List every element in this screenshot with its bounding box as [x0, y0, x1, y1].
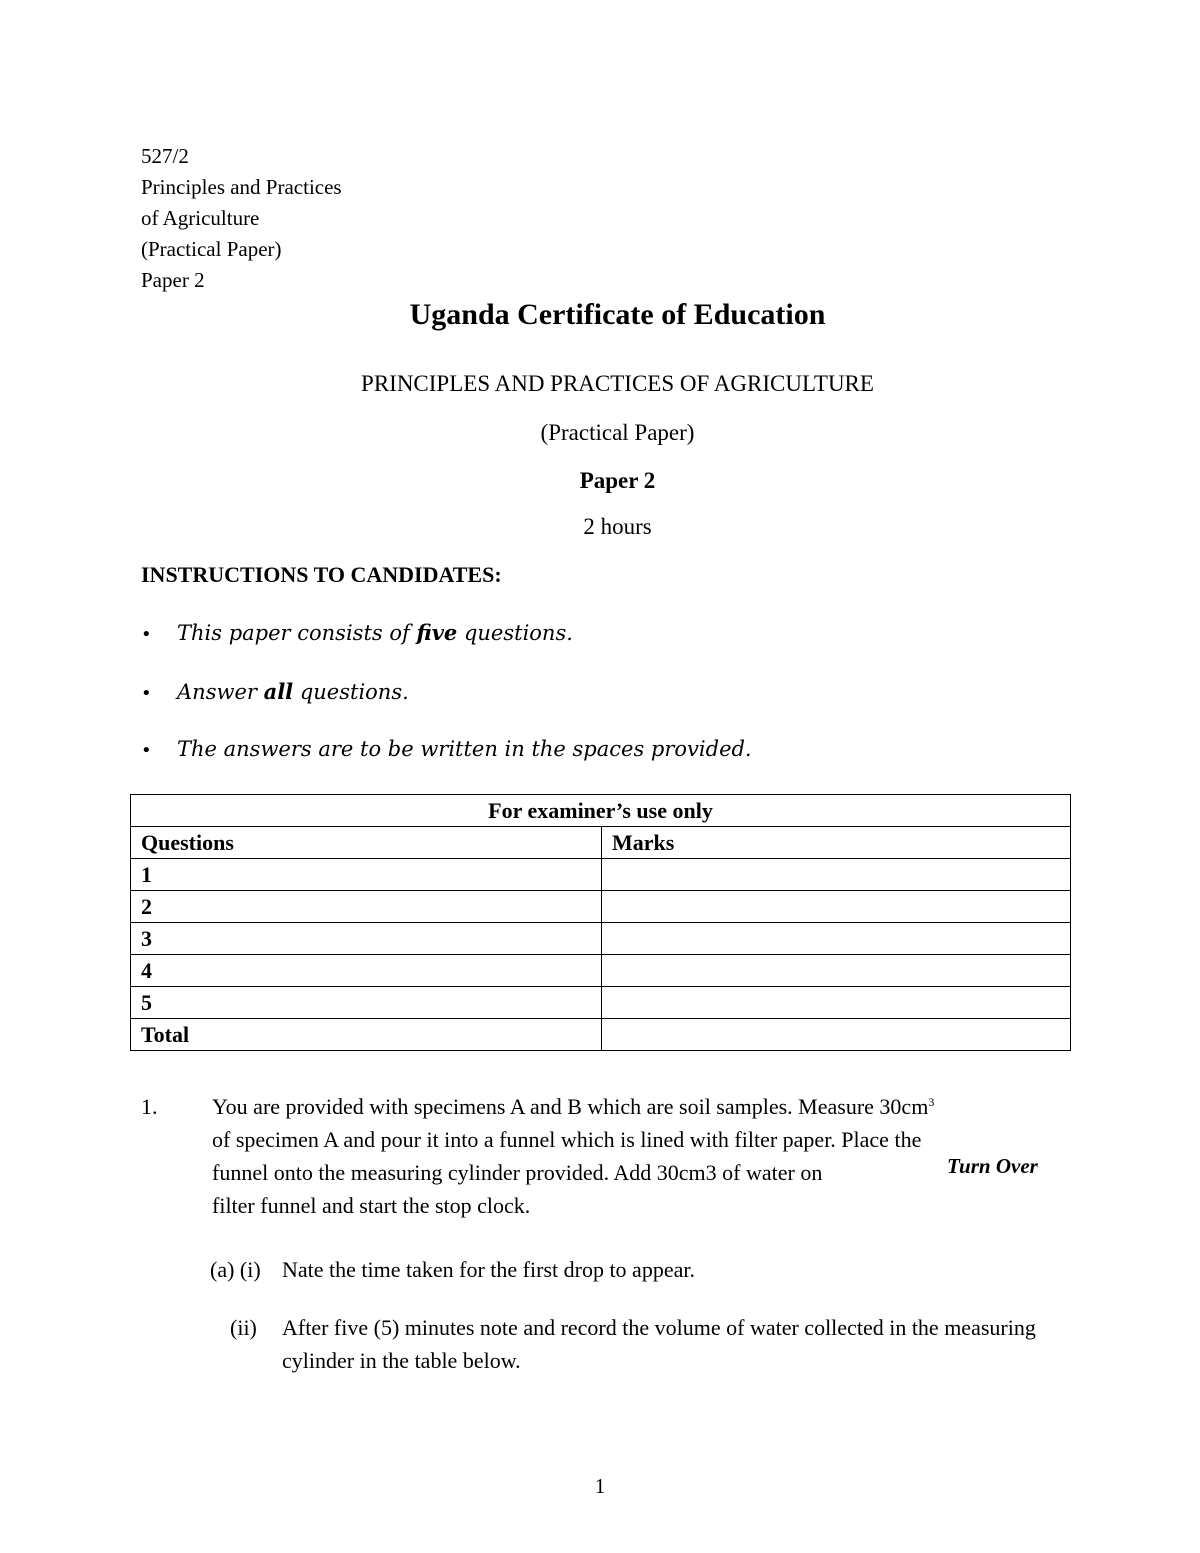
page-number: 1 — [594, 1474, 606, 1498]
examiner-table — [130, 794, 1071, 1051]
subject-title: PRINCIPLES AND PRACTICES OF AGRICULTURE — [361, 371, 874, 396]
marks-cell[interactable] — [602, 987, 1071, 1019]
subquestion-text: After five (5) minutes note and record the volume of water collected in the measuring cylinder in the table below. — [282, 1315, 1036, 1373]
page-title: Uganda Certificate of Education — [409, 298, 826, 331]
subquestion-label: (a) (i) — [210, 1257, 261, 1282]
bullet-icon: • — [141, 740, 152, 761]
paper-number: Paper 2 — [579, 468, 656, 493]
question-cell: 2 — [131, 891, 602, 923]
subquestion-text: Nate the time taken for the first drop to appear. — [282, 1257, 695, 1282]
header-paper: Paper 2 — [141, 268, 205, 292]
instructions-heading: INSTRUCTIONS TO CANDIDATES: — [141, 562, 502, 587]
question-line: funnel onto the measuring cylinder provided. Add 30cm3 of water on — [212, 1160, 823, 1185]
marks-cell[interactable] — [602, 859, 1071, 891]
question-number: 1. — [141, 1094, 158, 1119]
header-subject-line1: Principles and Practices — [141, 175, 342, 199]
paper-type: (Practical Paper) — [540, 420, 695, 445]
question-cell: 3 — [131, 923, 602, 955]
paper-code: 527/2 — [141, 144, 189, 168]
total-cell: Total — [131, 1019, 602, 1051]
header-subject-line2: of Agriculture — [141, 206, 260, 230]
subquestion-label: (ii) — [230, 1315, 257, 1340]
table-row — [131, 891, 1071, 923]
bullet-icon: • — [141, 624, 152, 645]
instruction-item-2: • Answer all questions. — [141, 679, 409, 704]
marks-cell[interactable] — [602, 955, 1071, 987]
total-marks-cell[interactable] — [602, 1019, 1071, 1051]
question-line: filter funnel and start the stop clock. — [212, 1193, 531, 1218]
question-line: of specimen A and pour it into a funnel which is lined with filter paper. Place the — [212, 1127, 922, 1152]
duration: 2 hours — [583, 514, 652, 539]
marks-cell[interactable] — [602, 891, 1071, 923]
bullet-icon: • — [141, 683, 152, 704]
column-header-questions: Questions — [131, 827, 602, 859]
column-header-marks: Marks — [602, 827, 1071, 859]
instruction-item-1: • This paper consists of five questions. — [141, 620, 573, 645]
instruction-item-3: • The answers are to be written in the spaces provided. — [141, 737, 752, 761]
question-cell: 5 — [131, 987, 602, 1019]
question-cell: 1 — [131, 859, 602, 891]
turn-over-note: Turn Over — [943, 1154, 1038, 1179]
table-row — [131, 987, 1071, 1019]
question-line: You are provided with specimens A and B which are soil samples. Measure $30cm^3$ — [212, 1094, 935, 1119]
header-paper-type: (Practical Paper) — [141, 237, 282, 261]
question-cell: 4 — [131, 955, 602, 987]
table-row — [131, 1019, 1071, 1051]
table-row — [131, 955, 1071, 987]
table-row — [131, 923, 1071, 955]
table-row — [131, 859, 1071, 891]
examiner-table-title: For examiner’s use only — [131, 795, 1071, 827]
marks-cell[interactable] — [602, 923, 1071, 955]
